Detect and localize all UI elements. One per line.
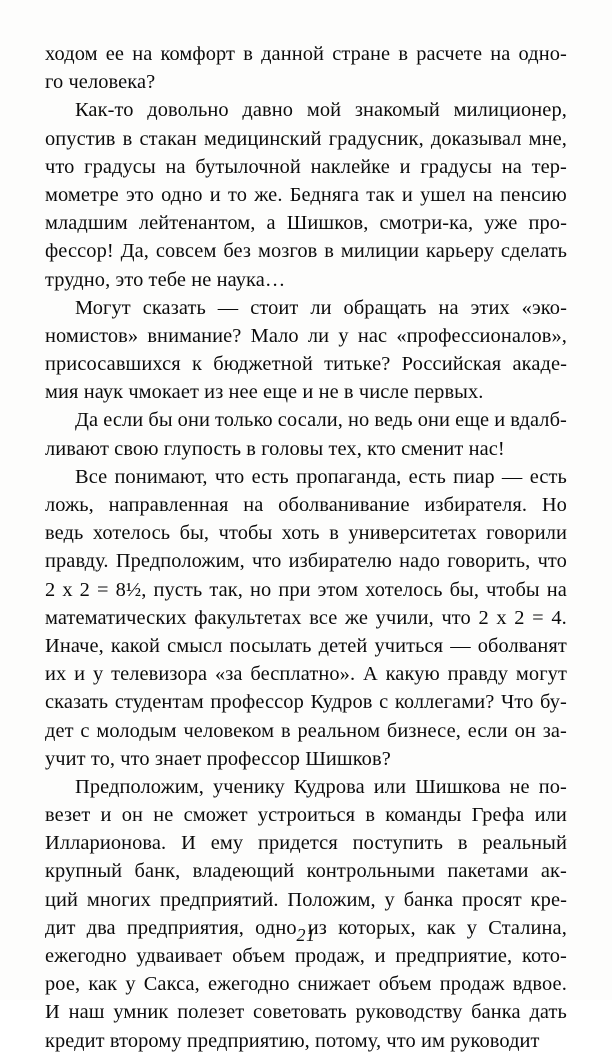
- text-line: Иначе, какой смысл посылать детей учиться — оболванят: [45, 634, 567, 657]
- text-line: дит два предприятия, одно из которых, как у Сталина,: [45, 916, 567, 939]
- text-line: И наш умник полезет советовать руководству банка дать: [45, 1001, 567, 1024]
- text-line: крупный банк, владеющий контрольными пакетами ак-: [45, 860, 567, 883]
- text-line: математических факультетах все же учили, что 2 x 2 = 4.: [45, 606, 567, 629]
- text-line: ливают свою глупость в головы тех, кто сменит нас!: [45, 437, 505, 460]
- text-line: Как-то довольно давно мой знакомый милиционер,: [75, 99, 567, 122]
- text-line: младшим лейтенантом, а Шишков, смотри-ка, уже про-: [45, 212, 567, 235]
- text-line: 2 x 2 = 8½, пусть так, но при этом хотелось бы, чтобы на: [45, 578, 567, 601]
- text-line: Все понимают, что есть пропаганда, есть пиар — есть: [75, 465, 567, 488]
- text-line: кредит второму предприятию, потому, что им руководит: [45, 1029, 540, 1052]
- text-line: Могут сказать — стоит ли обращать на этих «эко-: [75, 296, 567, 319]
- text-line: Да если бы они только сосали, но ведь они еще и вдалб-: [75, 409, 567, 432]
- text-line: го человека?: [45, 71, 156, 94]
- text-line: мия наук чмокает из нее еще и не в числе первых.: [45, 381, 484, 404]
- text-line: ложь, направленная на оболванивание избирателя. Но: [45, 494, 567, 516]
- text-line: ведь хотелось бы, чтобы хоть в университетах говорили: [45, 522, 567, 545]
- text-line: присосавшихся к бюджетной титьке? Российская акаде-: [45, 353, 567, 376]
- text-line: трудно, это тебе не наука…: [45, 268, 286, 291]
- text-line: везет и он не сможет устроиться в команды Грефа или: [45, 804, 567, 827]
- text-line: ций многих предприятий. Положим, у банка просят кре-: [45, 888, 567, 911]
- body-text: [45, 40, 567, 1055]
- text-line: ежегодно удваивает объем продаж, и предприятие, кото-: [45, 945, 567, 967]
- page-number: 21: [296, 925, 316, 945]
- text-line: ходом ее на комфорт в данной стране в расчете на одно-: [45, 43, 567, 65]
- text-line: Предположим, ученику Кудрова или Шишкова не по-: [75, 775, 567, 798]
- text-line: Илларионова. И ему придется поступить в реальный: [45, 832, 567, 855]
- text-line: сказать студентам профессор Кудров с коллегами? Что бу-: [45, 691, 567, 714]
- text-line: мометре это одно и то же. Бедняга так и ушел на пенсию: [45, 183, 567, 206]
- page-text-column: [45, 40, 567, 1055]
- text-line: фессор! Да, совсем без мозгов в милиции карьеру сделать: [45, 240, 567, 263]
- text-line: что градусы на бутылочной наклейке и градусы на тер-: [45, 155, 567, 178]
- text-line: дет с молодым человеком в реальном бизнесе, если он за-: [45, 719, 567, 742]
- text-line: рое, как у Сакса, ежегодно снижает объем продаж вдвое.: [45, 973, 567, 996]
- text-line: опустив в стакан медицинский градусник, доказывал мне,: [45, 127, 567, 150]
- text-line: их и у телевизора «за бесплатно». А какую правду могут: [45, 663, 567, 686]
- text-line: правду. Предположим, что избирателю надо говорить, что: [45, 550, 567, 573]
- text-line: номистов» внимание? Мало ли у нас «профессионалов»,: [45, 324, 567, 347]
- text-line: учит то, что знает профессор Шишков?: [45, 747, 391, 770]
